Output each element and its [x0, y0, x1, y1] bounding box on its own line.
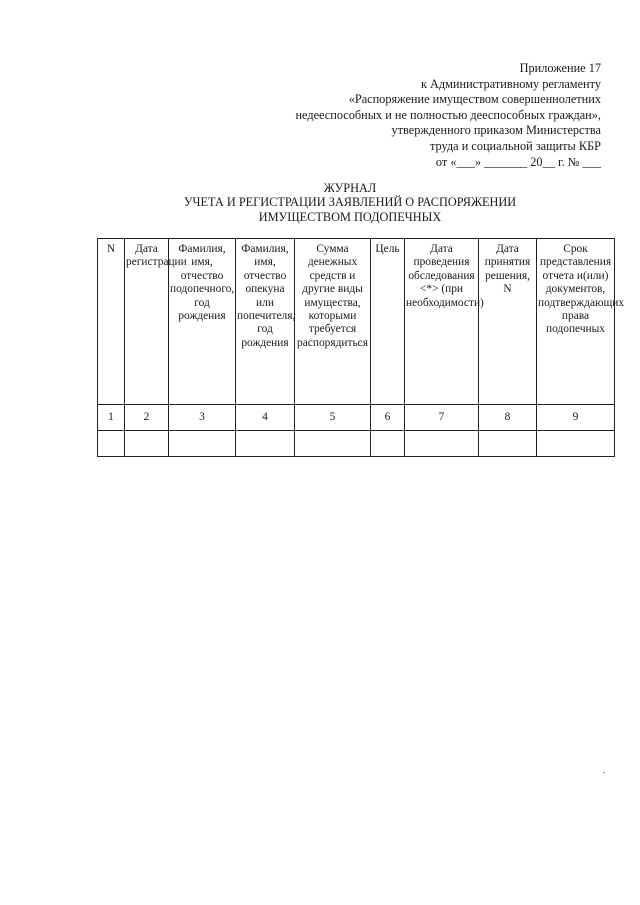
- empty-cell: [169, 431, 236, 457]
- appendix-line: «Распоряжение имуществом совершеннолетних: [348, 92, 601, 107]
- column-number: 2: [125, 405, 169, 431]
- empty-cell: [371, 431, 405, 457]
- title-line: ИМУЩЕСТВОМ ПОДОПЕЧНЫХ: [258, 209, 442, 224]
- title-line: ЖУРНАЛ: [323, 181, 377, 195]
- header-cell-decision-date: Дата принятия решения, N: [479, 239, 537, 405]
- column-number: 6: [371, 405, 405, 431]
- appendix-line: к Административному регламенту: [420, 76, 601, 91]
- title-line: УЧЕТА И РЕГИСТРАЦИИ ЗАЯВЛЕНИЙ О РАСПОРЯЖЕНИИ: [183, 195, 517, 210]
- header-cell-inspection-date: Дата проведения обследования <*> (при необходимости): [405, 239, 479, 405]
- empty-cell: [479, 431, 537, 457]
- empty-cell: [236, 431, 295, 457]
- header-cell-number: N: [98, 239, 125, 405]
- journal-title: [150, 181, 550, 224]
- journal-table: [97, 238, 625, 457]
- header-cell-report-deadline: Срок представления отчета и(или) документов, подтверждающих права подопечных: [537, 239, 615, 405]
- column-number: 1: [98, 405, 125, 431]
- header-cell-purpose: Цель: [371, 239, 405, 405]
- column-number: 4: [236, 405, 295, 431]
- appendix-line: Приложение 17: [519, 61, 601, 75]
- header-cell-registration-date: Дата регистрации: [125, 239, 169, 405]
- appendix-line: утвержденного приказом Министерства: [391, 123, 601, 138]
- appendix-block: [295, 61, 601, 170]
- column-number: 8: [479, 405, 537, 431]
- column-number: 7: [405, 405, 479, 431]
- empty-cell: [295, 431, 371, 457]
- empty-cell: [405, 431, 479, 457]
- header-cell-ward-name: Фамилия, имя, отчество подопечного, год рождения: [169, 239, 236, 405]
- scan-speck: [603, 772, 605, 773]
- appendix-line: от «___» _______ 20__ г. № ___: [435, 154, 601, 169]
- column-number: 9: [537, 405, 615, 431]
- header-cell-guardian-name: Фамилия, имя, отчество опекуна или попечителя, год рождения: [236, 239, 295, 405]
- empty-entry-row: [98, 431, 615, 457]
- empty-cell: [98, 431, 125, 457]
- column-number: 5: [295, 405, 371, 431]
- header-cell-property: Сумма денежных средств и другие виды имущества, которыми требуется распорядиться: [295, 239, 371, 405]
- empty-cell: [537, 431, 615, 457]
- header-row: [98, 239, 615, 405]
- appendix-line: труда и социальной защиты КБР: [430, 138, 601, 153]
- appendix-line: недееспособных и не полностью дееспособных граждан»,: [295, 107, 601, 122]
- empty-cell: [125, 431, 169, 457]
- column-number: 3: [169, 405, 236, 431]
- column-number-row: [98, 405, 615, 431]
